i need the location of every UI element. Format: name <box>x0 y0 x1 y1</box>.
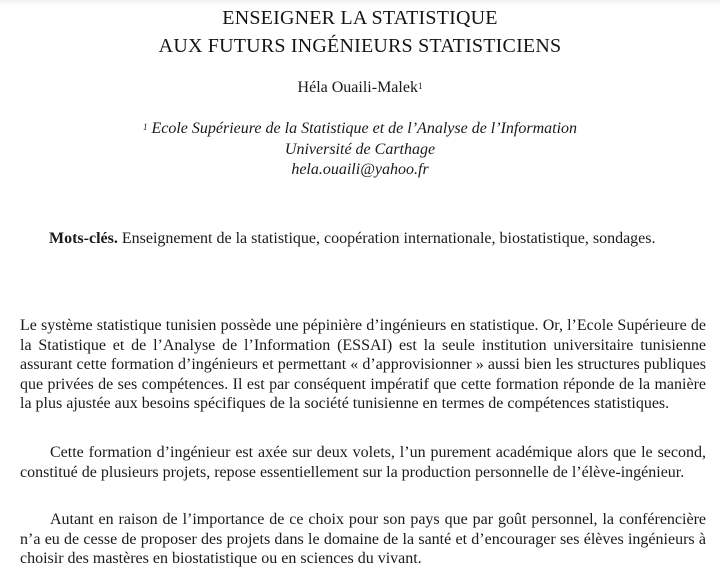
body-paragraph-3: Autant en raison de l’importance de ce choix pour son pays que par goût personnel, la conférencière n’a eu de cesse de proposer des projets dans le domaine de la santé et d’encourager ses élèves ingénieurs à choisir des mastères en biostatistique ou en sciences du vivant. <box>20 511 706 568</box>
body-paragraph-2: Cette formation d’ingénieur est axée sur deux volets, l’un purement académique alors que le second, constitué de plusieurs projets, repose essentiellement sur la production personnelle de l’élève-ingénieur. <box>20 444 706 481</box>
affiliation-school-name: Ecole Supérieure de la Statistique et de l’Analyse de l’Information <box>151 120 578 137</box>
affiliation-university: Université de Carthage <box>284 141 436 158</box>
author <box>0 78 720 98</box>
body-paragraph-1: Le système statistique tunisien possède une pépinière d’ingénieurs en statistique. Or, l’Ecole Supérieure de la Statistique et de l’Analyse de l’Information (ESSAI) est la seule institution universitaire tunisienne assurant cette formation d’ingénieurs et permettant « d’approvisionner » aussi bien les structures publiques que privées de ses compétences. Il est par conséquent impératif que cette formation réponde de la manière la plus ajustée aux besoins spécifiques de la société tunisienne en termes de compétences statistiques. <box>20 317 706 413</box>
affiliation-footnote-mark: 1 <box>142 122 148 132</box>
affiliation-school <box>0 119 720 139</box>
keywords-text: Enseignement de la statistique, coopération internationale, biostatistique, sondages. <box>121 230 656 247</box>
keywords-label: Mots-clés. <box>49 230 118 247</box>
keywords <box>49 229 719 249</box>
author-name: Héla Ouaili-Malek <box>297 79 418 96</box>
author-footnote-mark: 1 <box>417 81 423 91</box>
paper-title-line-1: ENSEIGNER LA STATISTIQUE <box>222 7 498 29</box>
paper-title-line-2: AUX FUTURS INGÉNIEURS STATISTICIENS <box>158 35 562 57</box>
author-email[interactable]: hela.ouaili@yahoo.fr <box>291 161 429 178</box>
